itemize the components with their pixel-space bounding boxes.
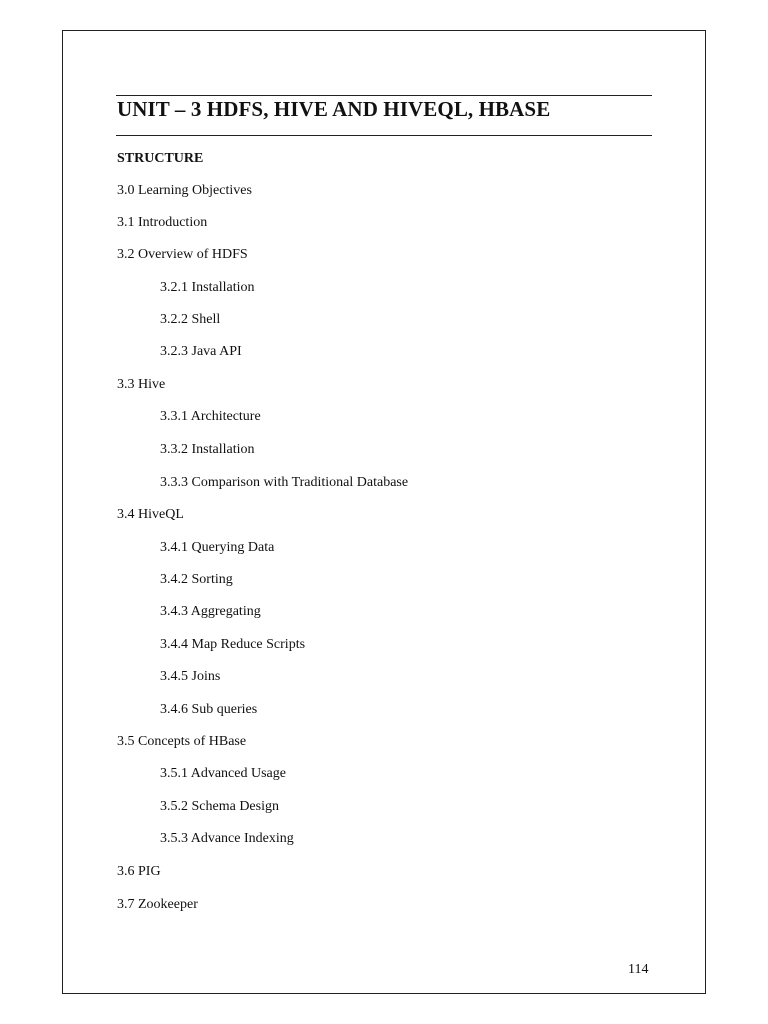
toc-subitem: 3.4.2 Sorting: [160, 572, 233, 587]
toc-subitem: 3.2.3 Java API: [160, 344, 242, 359]
toc-item: 3.1 Introduction: [117, 215, 208, 230]
toc-item: 3.3 Hive: [117, 377, 166, 392]
toc-item: 3.5 Concepts of HBase: [117, 734, 247, 749]
toc-item: 3.4 HiveQL: [117, 507, 184, 522]
toc-subitem: 3.4.4 Map Reduce Scripts: [160, 637, 306, 652]
toc-item: 3.6 PIG: [117, 864, 161, 879]
toc-subitem: 3.5.3 Advance Indexing: [160, 831, 294, 846]
page-number: 114: [628, 962, 649, 977]
toc-subitem: 3.4.3 Aggregating: [160, 604, 261, 619]
toc-subitem: 3.5.2 Schema Design: [160, 799, 279, 814]
toc-subitem: 3.4.5 Joins: [160, 669, 221, 684]
toc-item: 3.2 Overview of HDFS: [117, 247, 248, 262]
toc-subitem: 3.5.1 Advanced Usage: [160, 766, 286, 781]
toc-subitem: 3.3.3 Comparison with Traditional Database: [160, 475, 409, 490]
toc-subitem: 3.3.2 Installation: [160, 442, 255, 457]
toc-item: 3.0 Learning Objectives: [117, 183, 252, 198]
toc-item: 3.7 Zookeeper: [117, 897, 198, 912]
structure-heading: STRUCTURE: [117, 151, 204, 166]
toc-subitem: 3.4.1 Querying Data: [160, 540, 275, 555]
unit-title: UNIT – 3 HDFS, HIVE AND HIVEQL, HBASE: [117, 97, 551, 121]
toc-subitem: 3.3.1 Architecture: [160, 409, 261, 424]
toc-subitem: 3.2.1 Installation: [160, 280, 255, 295]
toc-subitem: 3.2.2 Shell: [160, 312, 221, 327]
title-rule-bottom: [116, 135, 652, 136]
toc-subitem: 3.4.6 Sub queries: [160, 702, 258, 717]
